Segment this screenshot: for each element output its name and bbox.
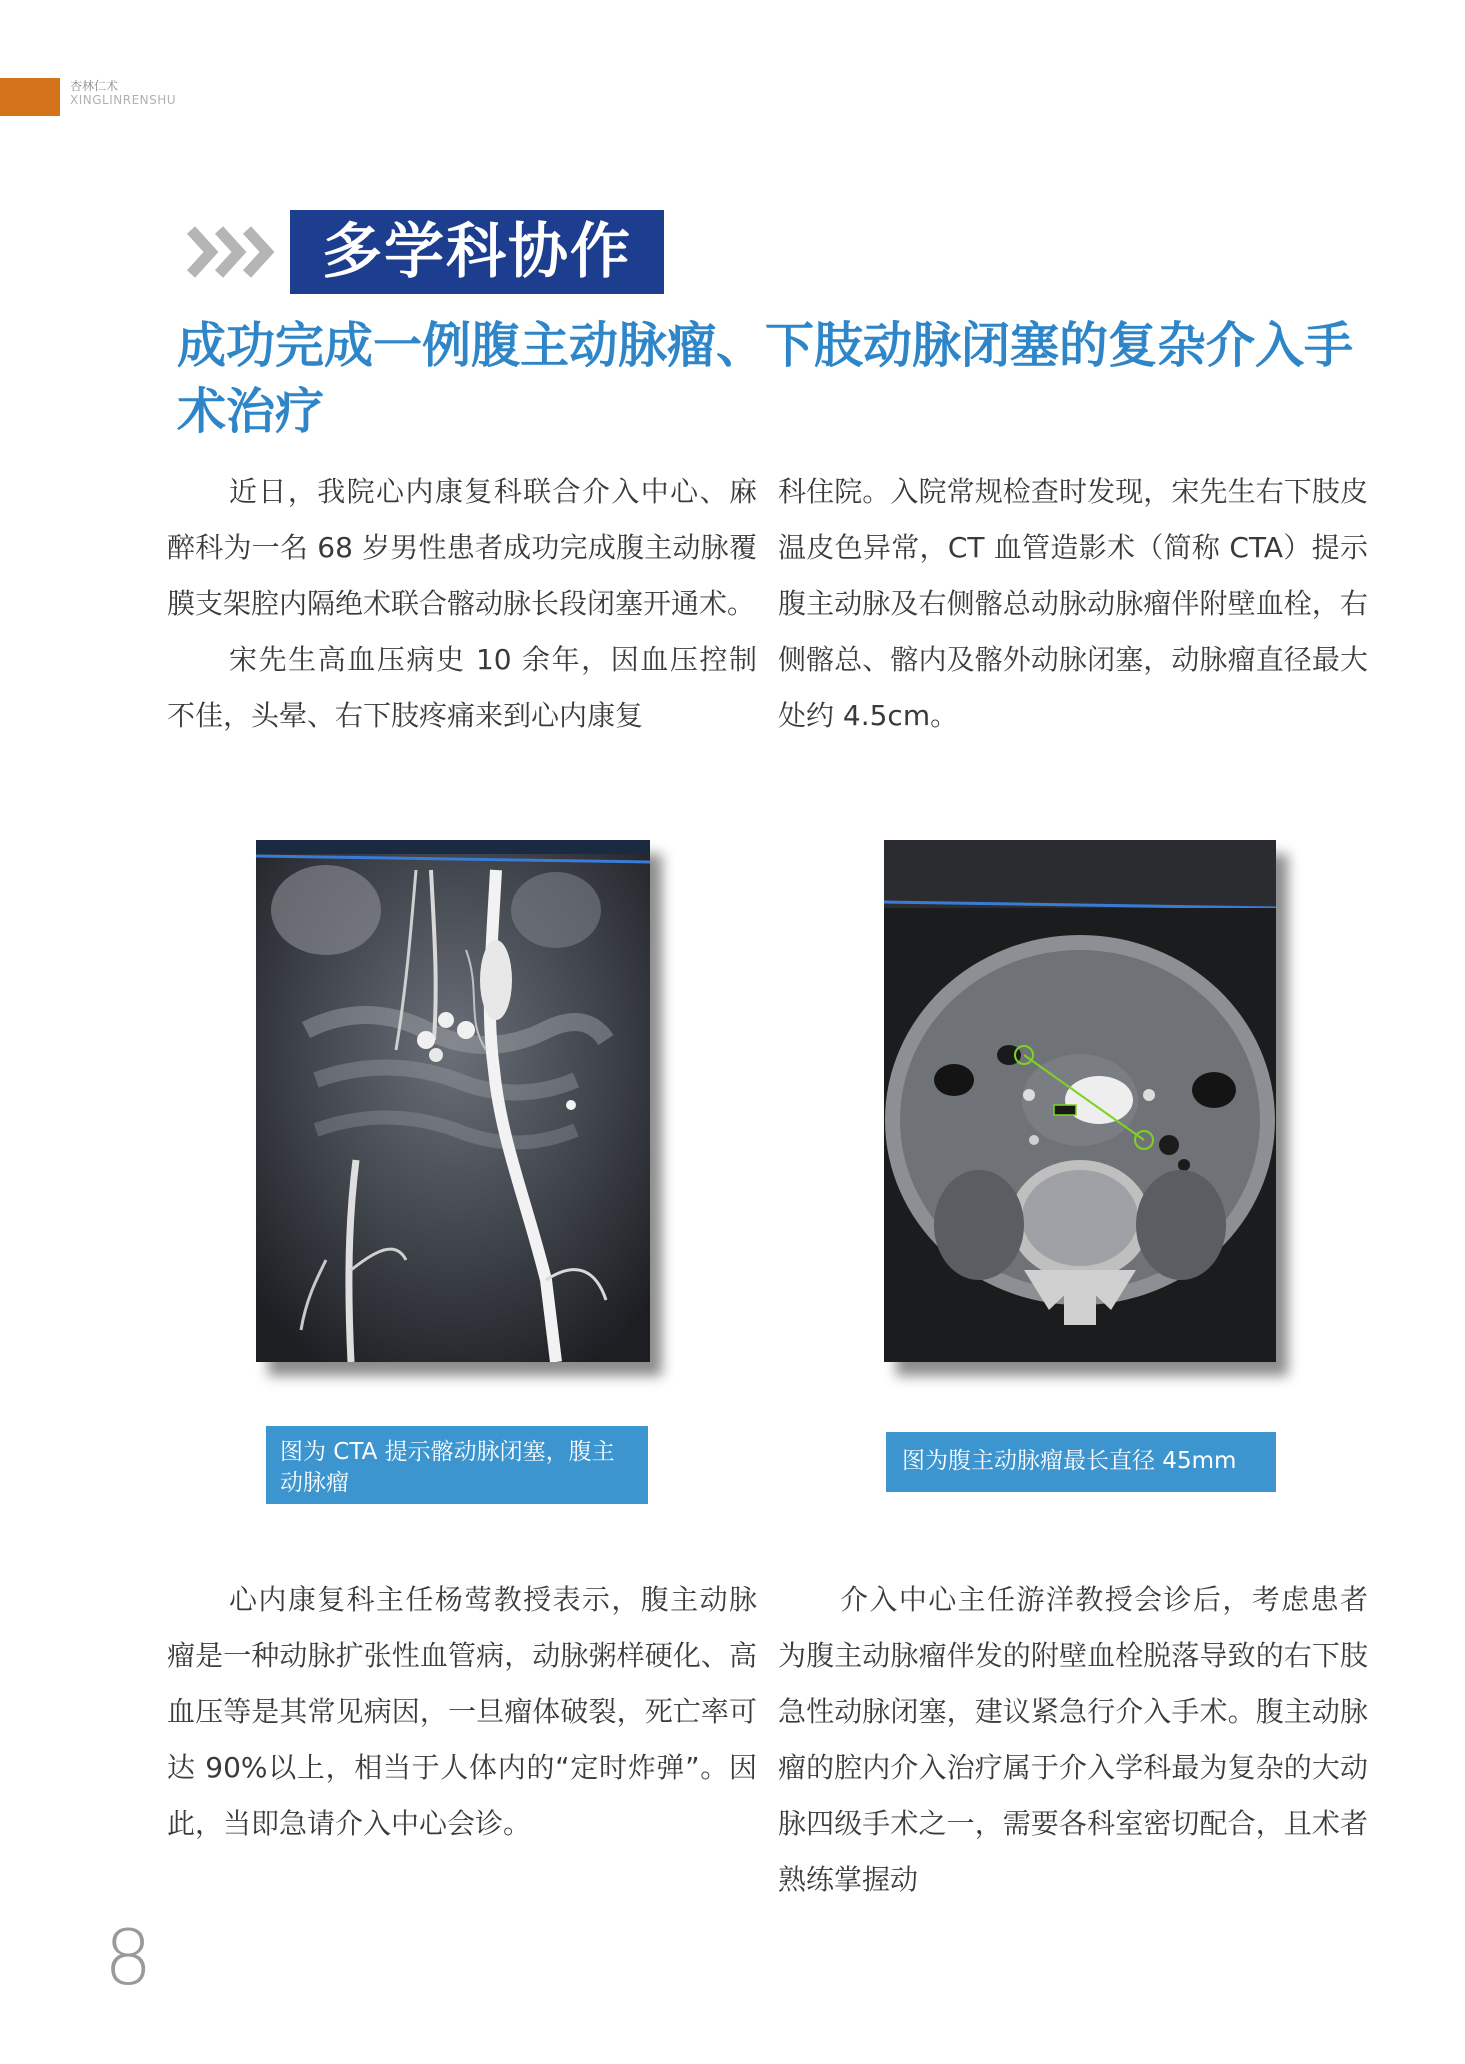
paragraph: 近日，我院心内康复科联合介入中心、麻醉科为一名 68 岁男性患者成功完成腹主动脉覆膜支架腔内隔绝术联合髂动脉长段闭塞开通术。 bbox=[167, 475, 757, 620]
paragraph: 心内康复科主任杨莺教授表示，腹主动脉瘤是一种动脉扩张性血管病，动脉粥样硬化、高血压等是其常见病因，一旦瘤体破裂，死亡率可达 90%以上，相当于人体内的“定时炸弹”。因此，当即急请介入中心会诊。 bbox=[167, 1583, 757, 1840]
page-number: 8 bbox=[104, 1913, 153, 2002]
paragraph: 宋先生高血压病史 10 余年，因血压控制不佳，头晕、右下肢疼痛来到心内康复 bbox=[167, 643, 757, 732]
body-column-top-right bbox=[778, 464, 1368, 744]
article-title: 成功完成一例腹主动脉瘤、下肢动脉闭塞的复杂介入手术治疗 bbox=[177, 316, 1354, 440]
ct-axial-scan-image bbox=[884, 840, 1276, 1362]
paragraph: 科住院。入院常规检查时发现，宋先生右下肢皮温皮色异常，CT 血管造影术（简称 CTA）提示腹主动脉及右侧髂总动脉动脉瘤伴附壁血栓，右侧髂总、髂内及髂外动脉闭塞，动脉瘤直径最大处约 4.5cm。 bbox=[778, 475, 1368, 732]
magazine-name-en: XINGLINRENSHU bbox=[70, 92, 177, 107]
header-accent-bar bbox=[0, 78, 60, 116]
triple-chevron-icon bbox=[185, 220, 280, 284]
section-heading bbox=[185, 210, 664, 294]
body-column-bottom-right bbox=[778, 1572, 1368, 1908]
figure-caption-right: 图为腹主动脉瘤最长直径 45mm bbox=[886, 1432, 1276, 1492]
body-column-bottom-left bbox=[167, 1572, 757, 1852]
section-label: 多学科协作 bbox=[290, 210, 664, 294]
cta-angiography-image bbox=[256, 840, 650, 1362]
paragraph: 介入中心主任游洋教授会诊后，考虑患者为腹主动脉瘤伴发的附壁血栓脱落导致的右下肢急性动脉闭塞，建议紧急行介入手术。腹主动脉瘤的腔内介入治疗属于介入学科最为复杂的大动脉四级手术之一，需要各科室密切配合，且术者熟练掌握动 bbox=[778, 1583, 1368, 1896]
magazine-header bbox=[70, 80, 176, 108]
figure-caption-left: 图为 CTA 提示髂动脉闭塞，腹主动脉瘤 bbox=[266, 1426, 648, 1504]
body-column-top-left bbox=[167, 464, 757, 744]
magazine-name-cn: 杏林仁术 bbox=[70, 79, 119, 93]
